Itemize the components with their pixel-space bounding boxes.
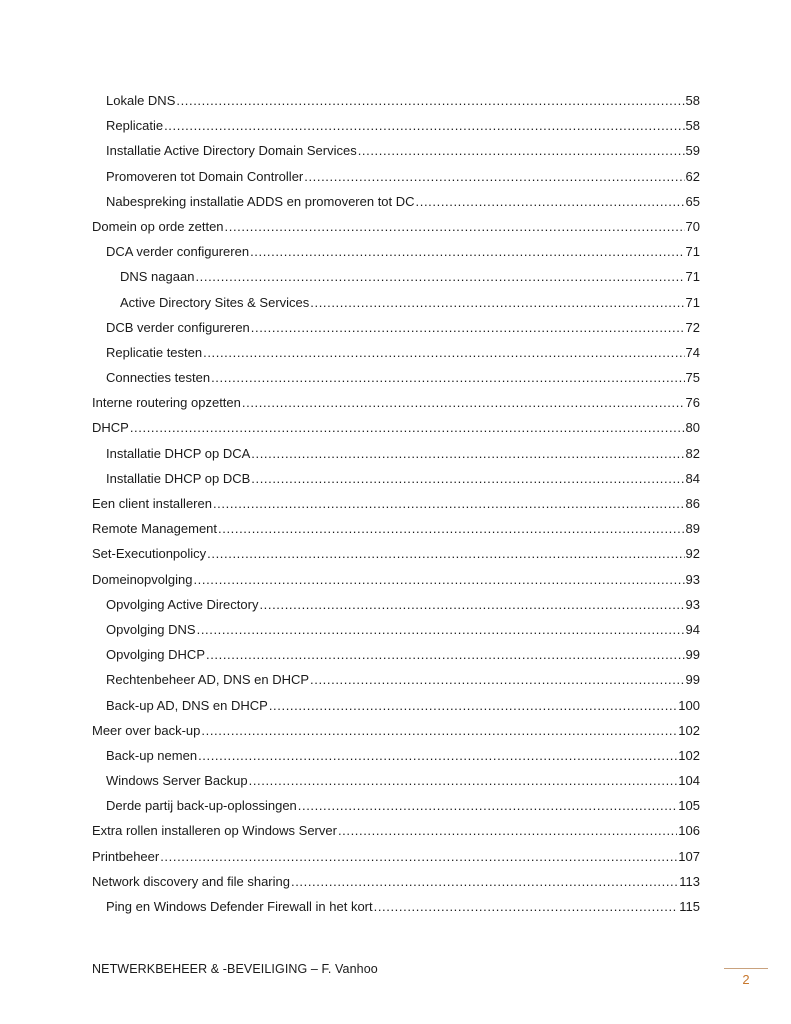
toc-leader-dots [338, 818, 677, 843]
toc-entry-title[interactable]: Remote Management [92, 521, 218, 537]
toc-entry[interactable] [92, 667, 700, 692]
toc-entry-title[interactable]: Set-Executionpolicy [92, 546, 207, 562]
toc-entry[interactable] [92, 693, 700, 718]
toc-entry-title[interactable]: Active Directory Sites & Services [120, 294, 310, 310]
toc-entry-page-number[interactable]: 115 [679, 899, 700, 914]
toc-entry[interactable] [92, 869, 700, 894]
toc-entry-title[interactable]: Installatie DHCP op DCA [106, 445, 251, 461]
toc-entry-page-number[interactable]: 62 [685, 168, 700, 184]
toc-leader-dots [193, 567, 684, 592]
toc-entry-page-number[interactable]: 70 [685, 218, 700, 234]
toc-entry-page-number[interactable]: 75 [685, 370, 700, 386]
toc-entry-page-number[interactable]: 102 [678, 747, 700, 763]
toc-leader-dots [198, 743, 677, 768]
toc-entry-page-number[interactable]: 84 [685, 470, 700, 486]
toc-entry[interactable] [92, 340, 700, 365]
toc-entry-page-number[interactable]: 82 [685, 445, 700, 461]
toc-entry-page-number[interactable]: 107 [678, 848, 700, 864]
toc-entry-title[interactable]: DCB verder configureren [106, 319, 250, 335]
toc-entry[interactable] [92, 415, 700, 440]
toc-entry[interactable] [92, 592, 700, 617]
toc-entry[interactable] [92, 516, 700, 541]
toc-leader-dots [249, 768, 678, 793]
toc-leader-dots [225, 214, 685, 239]
toc-entry-page-number[interactable]: 86 [685, 496, 700, 511]
toc-entry-title[interactable]: DCA verder configureren [106, 244, 250, 260]
toc-entry[interactable] [92, 390, 700, 415]
toc-entry[interactable] [92, 567, 700, 592]
table-of-contents [92, 88, 700, 919]
toc-entry-page-number[interactable]: 89 [685, 521, 700, 537]
toc-entry[interactable] [92, 844, 700, 869]
toc-leader-dots [304, 164, 684, 189]
toc-entry-page-number[interactable]: 105 [678, 798, 700, 814]
toc-entry[interactable] [92, 138, 700, 163]
toc-leader-dots [160, 844, 677, 869]
toc-entry[interactable] [92, 894, 700, 919]
toc-leader-dots [130, 415, 685, 440]
toc-entry[interactable] [92, 189, 700, 214]
toc-leader-dots [207, 541, 684, 566]
toc-entry[interactable] [92, 264, 700, 289]
toc-entry-page-number[interactable]: 76 [685, 395, 700, 411]
toc-entry-page-number[interactable]: 99 [685, 647, 700, 663]
toc-leader-dots [358, 138, 685, 163]
toc-entry-page-number[interactable]: 58 [685, 118, 700, 134]
toc-entry[interactable] [92, 541, 700, 566]
toc-entry[interactable] [92, 642, 700, 667]
toc-entry-title[interactable]: Derde partij back-up-oplossingen [106, 798, 297, 814]
toc-entry-page-number[interactable]: 94 [685, 621, 700, 637]
toc-leader-dots [250, 239, 684, 264]
toc-leader-dots [251, 466, 684, 491]
toc-entry-title[interactable]: Replicatie testen [106, 344, 203, 360]
toc-entry[interactable] [92, 239, 700, 264]
toc-entry-title[interactable]: Meer over back-up [92, 722, 201, 738]
toc-leader-dots [176, 88, 684, 113]
toc-leader-dots [259, 592, 684, 617]
footer-rule [724, 968, 768, 969]
toc-entry-page-number[interactable]: 104 [678, 773, 700, 789]
toc-leader-dots [218, 516, 685, 541]
toc-entry[interactable] [92, 818, 700, 843]
toc-entry-page-number[interactable]: 102 [678, 722, 700, 738]
page-number: 2 [742, 972, 750, 987]
toc-entry-page-number[interactable]: 100 [678, 697, 700, 713]
toc-leader-dots [298, 793, 678, 818]
toc-entry[interactable] [92, 290, 700, 315]
toc-entry-page-number[interactable]: 71 [685, 269, 700, 285]
toc-entry-page-number[interactable]: 71 [685, 294, 700, 310]
footer-title: NETWERKBEHEER & -BEVEILIGING – F. Vanhoo [92, 962, 378, 976]
toc-leader-dots [310, 290, 684, 315]
toc-entry-title[interactable]: Installatie DHCP op DCB [106, 470, 251, 486]
toc-entry-title[interactable]: Opvolging Active Directory [106, 596, 259, 612]
toc-entry-title[interactable]: Installatie Active Directory Domain Services [106, 143, 357, 159]
toc-entry-page-number[interactable]: 80 [685, 420, 700, 436]
toc-entry[interactable] [92, 768, 700, 793]
toc-entry-title[interactable]: DNS nagaan [120, 269, 195, 285]
toc-entry[interactable] [92, 214, 700, 239]
toc-entry[interactable] [92, 718, 700, 743]
toc-entry[interactable] [92, 88, 700, 113]
toc-entry-page-number[interactable]: 99 [685, 672, 700, 688]
toc-entry[interactable] [92, 617, 700, 642]
toc-entry[interactable] [92, 315, 700, 340]
toc-leader-dots [416, 189, 685, 214]
toc-entry-title[interactable]: Replicatie [106, 118, 164, 134]
toc-entry-page-number[interactable]: 92 [685, 546, 700, 562]
toc-leader-dots [310, 667, 684, 692]
toc-entry-title[interactable]: Windows Server Backup [106, 773, 248, 789]
toc-entry-page-number[interactable]: 106 [678, 823, 700, 839]
toc-leader-dots [251, 441, 684, 466]
toc-entry[interactable] [92, 491, 700, 516]
toc-entry-page-number[interactable]: 72 [685, 319, 700, 335]
toc-entry-title[interactable]: Printbeheer [92, 848, 160, 864]
toc-entry-title[interactable]: Promoveren tot Domain Controller [106, 168, 304, 184]
toc-leader-dots [164, 113, 684, 138]
toc-entry-title[interactable]: Back-up nemen [106, 747, 198, 763]
toc-entry[interactable] [92, 365, 700, 390]
toc-leader-dots [374, 894, 679, 919]
toc-entry-page-number[interactable]: 71 [685, 244, 700, 260]
toc-entry[interactable] [92, 466, 700, 491]
toc-entry[interactable] [92, 113, 700, 138]
toc-entry-page-number[interactable]: 59 [685, 143, 700, 159]
toc-entry-title[interactable]: DHCP [92, 420, 129, 436]
toc-entry-page-number[interactable]: 113 [679, 873, 700, 889]
toc-leader-dots [211, 365, 684, 390]
toc-entry-title[interactable]: Network discovery and file sharing [92, 873, 290, 889]
toc-leader-dots [251, 315, 685, 340]
toc-entry-title[interactable]: Ping en Windows Defender Firewall in het kort [106, 899, 373, 914]
toc-leader-dots [291, 869, 678, 894]
toc-entry-page-number[interactable]: 93 [685, 571, 700, 587]
toc-entry-title[interactable]: Rechtenbeheer AD, DNS en DHCP [106, 672, 310, 688]
toc-entry[interactable] [92, 441, 700, 466]
toc-leader-dots [201, 718, 677, 743]
toc-entry-page-number[interactable]: 65 [685, 193, 700, 209]
toc-entry-title[interactable]: Back-up AD, DNS en DHCP [106, 697, 268, 713]
toc-entry-title[interactable]: Opvolging DHCP [106, 647, 205, 663]
toc-leader-dots [242, 390, 685, 415]
toc-entry-title[interactable]: Een client installeren [92, 496, 212, 511]
toc-leader-dots [197, 617, 685, 642]
toc-entry[interactable] [92, 793, 700, 818]
toc-entry-title[interactable]: Nabespreking installatie ADDS en promoveren tot DC [106, 193, 415, 209]
toc-entry-title[interactable]: Interne routering opzetten [92, 395, 241, 411]
toc-entry-title[interactable]: Connecties testen [106, 370, 211, 386]
toc-leader-dots [269, 693, 677, 718]
toc-entry[interactable] [92, 743, 700, 768]
toc-entry-title[interactable]: Domeinopvolging [92, 571, 193, 587]
toc-entry-page-number[interactable]: 74 [685, 344, 700, 360]
toc-entry-title[interactable]: Extra rollen installeren op Windows Server [92, 823, 337, 839]
toc-entry-page-number[interactable]: 93 [685, 596, 700, 612]
toc-leader-dots [195, 264, 684, 289]
toc-leader-dots [206, 642, 685, 667]
toc-leader-dots [213, 491, 685, 516]
toc-entry-title[interactable]: Lokale DNS [106, 93, 176, 108]
toc-entry[interactable] [92, 164, 700, 189]
toc-entry-page-number[interactable]: 58 [685, 93, 700, 108]
toc-leader-dots [203, 340, 684, 365]
toc-entry-title[interactable]: Domein op orde zetten [92, 218, 224, 234]
toc-entry-title[interactable]: Opvolging DNS [106, 621, 196, 637]
